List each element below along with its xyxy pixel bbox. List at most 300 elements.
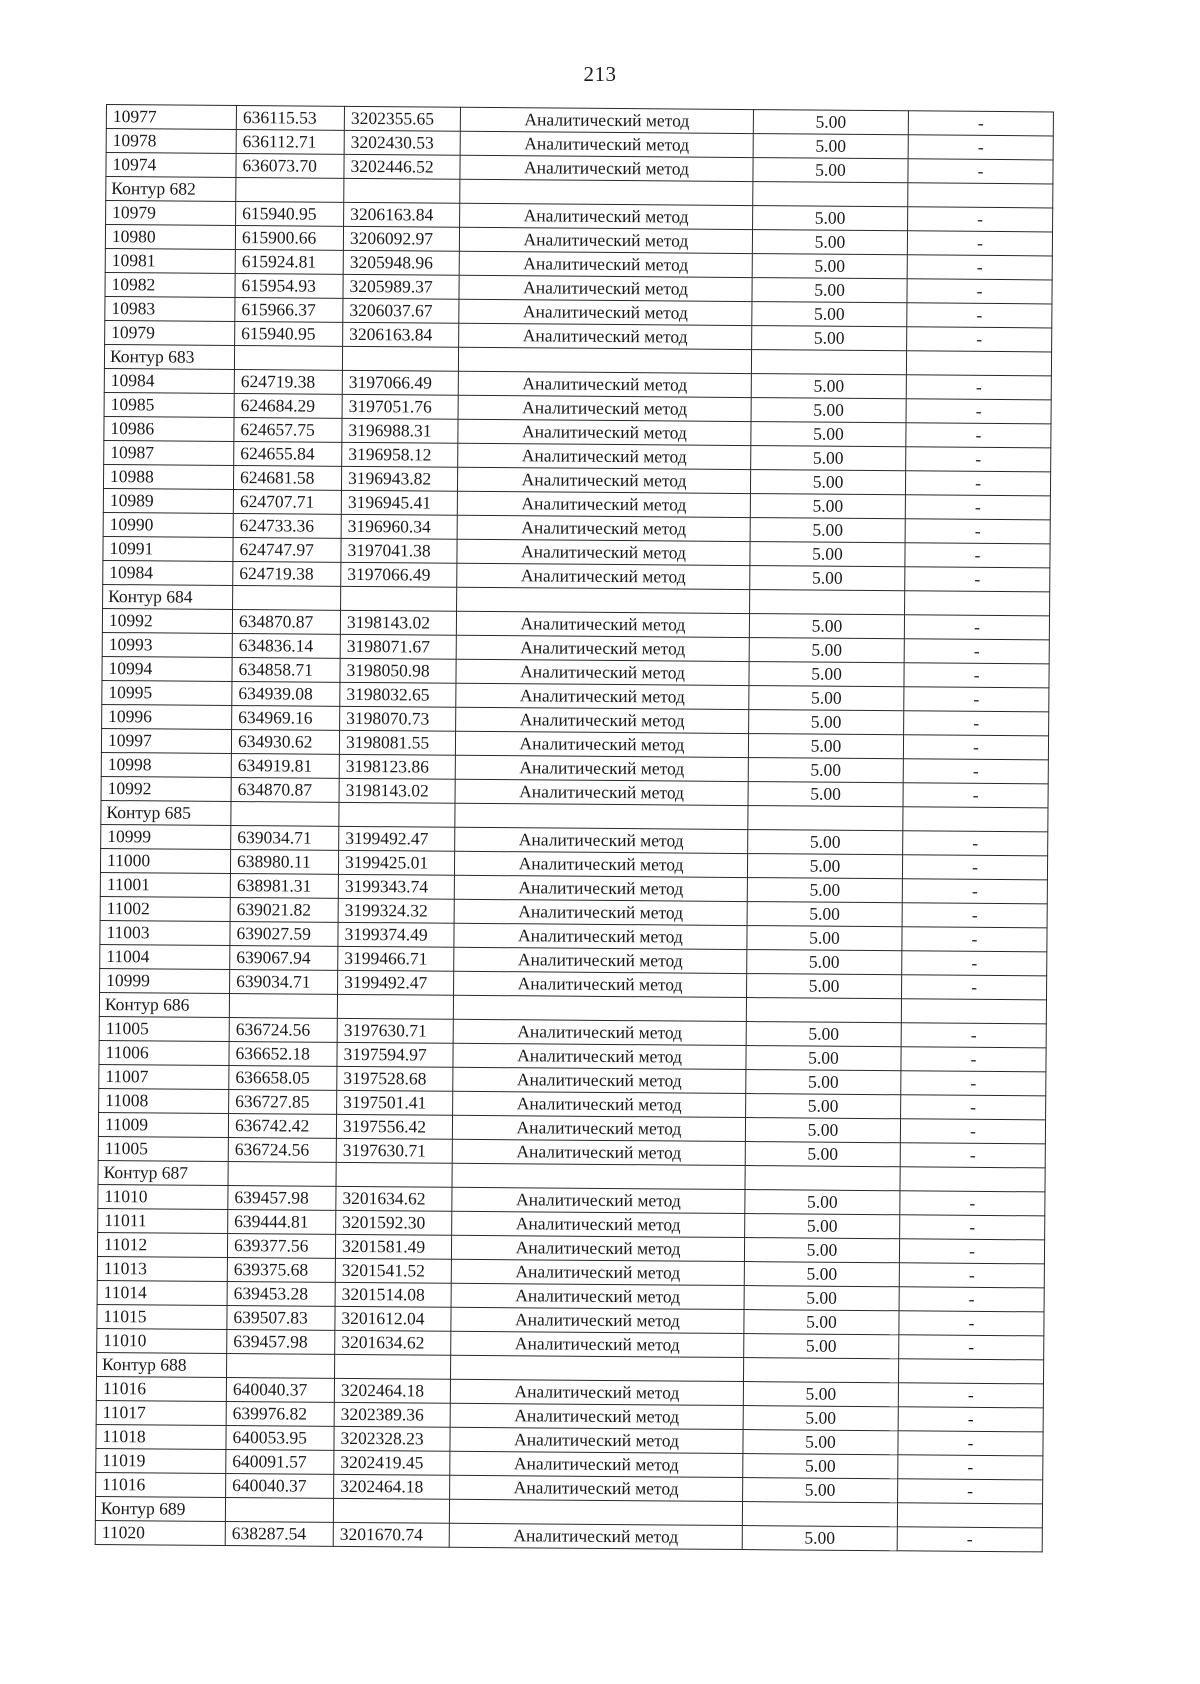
point-id-cell: 10992 xyxy=(102,608,232,633)
y-coordinate-cell: 3198071.67 xyxy=(340,634,456,659)
empty-cell xyxy=(897,1503,1042,1528)
empty-cell xyxy=(334,1354,450,1379)
y-coordinate-cell: 3201670.74 xyxy=(333,1522,449,1547)
point-id-cell: 11004 xyxy=(100,944,230,969)
note-cell: - xyxy=(902,903,1047,928)
x-coordinate-cell: 636073.70 xyxy=(236,154,344,179)
note-cell: - xyxy=(906,399,1051,424)
y-coordinate-cell: 3199425.01 xyxy=(338,850,454,875)
method-cell: Аналитический метод xyxy=(450,1451,743,1477)
y-coordinate-cell: 3205989.37 xyxy=(343,274,459,299)
x-coordinate-cell: 638980.11 xyxy=(230,850,338,875)
empty-cell xyxy=(342,346,458,371)
empty-cell xyxy=(743,1358,898,1383)
y-coordinate-cell: 3198143.02 xyxy=(340,610,456,635)
x-coordinate-cell: 636658.05 xyxy=(229,1065,337,1090)
y-coordinate-cell: 3196943.82 xyxy=(341,466,457,491)
method-cell: Аналитический метод xyxy=(452,1115,745,1141)
y-coordinate-cell: 3197528.68 xyxy=(337,1066,453,1091)
precision-cell: 5.00 xyxy=(744,1286,899,1311)
y-coordinate-cell: 3199492.47 xyxy=(338,970,454,995)
point-id-cell: 10990 xyxy=(103,512,233,537)
precision-cell: 5.00 xyxy=(751,422,906,447)
empty-cell xyxy=(903,807,1048,832)
note-cell: - xyxy=(900,1191,1045,1216)
precision-cell: 5.00 xyxy=(753,110,908,135)
x-coordinate-cell: 615966.37 xyxy=(235,298,343,323)
method-cell: Аналитический метод xyxy=(453,1019,746,1045)
note-cell: - xyxy=(898,1479,1043,1504)
empty-cell xyxy=(751,350,906,375)
precision-cell: 5.00 xyxy=(752,278,907,303)
point-id-cell: 10984 xyxy=(104,368,234,393)
point-id-cell: 11014 xyxy=(97,1280,227,1305)
precision-cell: 5.00 xyxy=(746,1022,901,1047)
point-id-cell: 10984 xyxy=(103,560,233,585)
precision-cell: 5.00 xyxy=(748,734,903,759)
precision-cell: 5.00 xyxy=(744,1310,899,1335)
method-cell: Аналитический метод xyxy=(456,659,749,685)
y-coordinate-cell: 3201592.30 xyxy=(336,1210,452,1235)
x-coordinate-cell: 615924.81 xyxy=(235,250,343,275)
note-cell: - xyxy=(898,1455,1043,1480)
note-cell: - xyxy=(900,1143,1045,1168)
x-coordinate-cell: 640091.57 xyxy=(226,1449,334,1474)
y-coordinate-cell: 3199343.74 xyxy=(338,874,454,899)
note-cell: - xyxy=(899,1263,1044,1288)
x-coordinate-cell: 636742.42 xyxy=(228,1113,336,1138)
point-id-cell: 11017 xyxy=(96,1400,226,1425)
empty-cell xyxy=(898,1359,1043,1384)
precision-cell: 5.00 xyxy=(749,686,904,711)
precision-cell: 5.00 xyxy=(752,230,907,255)
precision-cell: 5.00 xyxy=(750,494,905,519)
method-cell: Аналитический метод xyxy=(449,1523,742,1549)
precision-cell: 5.00 xyxy=(750,470,905,495)
empty-cell xyxy=(231,802,339,827)
precision-cell: 5.00 xyxy=(748,782,903,807)
empty-cell xyxy=(337,994,453,1019)
note-cell: - xyxy=(907,303,1052,328)
method-cell: Аналитический метод xyxy=(454,899,747,925)
x-coordinate-cell: 624719.38 xyxy=(233,562,341,587)
precision-cell: 5.00 xyxy=(747,902,902,927)
precision-cell: 5.00 xyxy=(752,254,907,279)
point-id-cell: 11011 xyxy=(98,1208,228,1233)
note-cell: - xyxy=(906,423,1051,448)
x-coordinate-cell: 639457.98 xyxy=(227,1329,335,1354)
note-cell: - xyxy=(905,471,1050,496)
x-coordinate-cell: 639034.71 xyxy=(230,969,338,994)
x-coordinate-cell: 639453.28 xyxy=(227,1281,335,1306)
x-coordinate-cell: 639976.82 xyxy=(226,1401,334,1426)
point-id-cell: 11016 xyxy=(96,1376,226,1401)
method-cell: Аналитический метод xyxy=(456,611,749,637)
x-coordinate-cell: 615940.95 xyxy=(235,322,343,347)
x-coordinate-cell: 634919.81 xyxy=(231,754,339,779)
point-id-cell: 11000 xyxy=(100,848,230,873)
empty-cell xyxy=(336,1162,452,1187)
note-cell: - xyxy=(901,1023,1046,1048)
note-cell: - xyxy=(904,615,1049,640)
y-coordinate-cell: 3199324.32 xyxy=(338,898,454,923)
y-coordinate-cell: 3202355.65 xyxy=(344,106,460,131)
precision-cell: 5.00 xyxy=(753,134,908,159)
method-cell: Аналитический метод xyxy=(459,227,752,253)
y-coordinate-cell: 3201541.52 xyxy=(335,1258,451,1283)
x-coordinate-cell: 634939.08 xyxy=(232,682,340,707)
point-id-cell: 11003 xyxy=(100,920,230,945)
method-cell: Аналитический метод xyxy=(458,443,751,469)
note-cell: - xyxy=(904,639,1049,664)
y-coordinate-cell: 3198070.73 xyxy=(340,706,456,731)
y-coordinate-cell: 3198081.55 xyxy=(339,730,455,755)
precision-cell: 5.00 xyxy=(743,1478,898,1503)
y-coordinate-cell: 3202446.52 xyxy=(344,154,460,179)
x-coordinate-cell: 638981.31 xyxy=(230,874,338,899)
x-coordinate-cell: 639507.83 xyxy=(227,1305,335,1330)
empty-cell xyxy=(745,1166,900,1191)
precision-cell: 5.00 xyxy=(747,926,902,951)
point-id-cell: 11005 xyxy=(98,1136,228,1161)
method-cell: Аналитический метод xyxy=(456,707,749,733)
y-coordinate-cell: 3202389.36 xyxy=(334,1402,450,1427)
y-coordinate-cell: 3202328.23 xyxy=(334,1426,450,1451)
note-cell: - xyxy=(903,783,1048,808)
y-coordinate-cell: 3198050.98 xyxy=(340,658,456,683)
x-coordinate-cell: 634969.16 xyxy=(232,706,340,731)
precision-cell: 5.00 xyxy=(748,830,903,855)
y-coordinate-cell: 3196945.41 xyxy=(341,490,457,515)
point-id-cell: 10996 xyxy=(102,704,232,729)
empty-cell xyxy=(450,1355,743,1381)
point-id-cell: 11012 xyxy=(97,1232,227,1257)
point-id-cell: 10988 xyxy=(103,464,233,489)
note-cell: - xyxy=(906,375,1051,400)
method-cell: Аналитический метод xyxy=(453,1091,746,1117)
note-cell: - xyxy=(908,111,1053,136)
y-coordinate-cell: 3197630.71 xyxy=(337,1018,453,1043)
method-cell: Аналитический метод xyxy=(460,155,753,181)
precision-cell: 5.00 xyxy=(745,1190,900,1215)
precision-cell: 5.00 xyxy=(749,638,904,663)
precision-cell: 5.00 xyxy=(744,1334,899,1359)
x-coordinate-cell: 638287.54 xyxy=(225,1521,333,1546)
empty-cell xyxy=(753,182,908,207)
point-id-cell: 10986 xyxy=(104,416,234,441)
precision-cell: 5.00 xyxy=(753,158,908,183)
point-id-cell: 10997 xyxy=(101,728,231,753)
x-coordinate-cell: 640053.95 xyxy=(226,1425,334,1450)
point-id-cell: 11001 xyxy=(100,872,230,897)
precision-cell: 5.00 xyxy=(750,542,905,567)
precision-cell: 5.00 xyxy=(752,302,907,327)
note-cell: - xyxy=(905,495,1050,520)
y-coordinate-cell: 3197630.71 xyxy=(336,1138,452,1163)
x-coordinate-cell: 624707.71 xyxy=(233,490,341,515)
x-coordinate-cell: 640040.37 xyxy=(226,1377,334,1402)
x-coordinate-cell: 639021.82 xyxy=(230,898,338,923)
y-coordinate-cell: 3196988.31 xyxy=(342,418,458,443)
y-coordinate-cell: 3197066.49 xyxy=(342,370,458,395)
y-coordinate-cell: 3205948.96 xyxy=(343,250,459,275)
x-coordinate-cell: 624719.38 xyxy=(234,370,342,395)
point-id-cell: 10980 xyxy=(105,225,235,250)
precision-cell: 5.00 xyxy=(749,710,904,735)
point-id-cell: 11016 xyxy=(96,1472,226,1497)
x-coordinate-cell: 624655.84 xyxy=(234,442,342,467)
empty-cell xyxy=(341,586,457,611)
method-cell: Аналитический метод xyxy=(457,515,750,541)
note-cell: - xyxy=(905,567,1050,592)
x-coordinate-cell: 624747.97 xyxy=(233,538,341,563)
x-coordinate-cell: 624733.36 xyxy=(233,514,341,539)
precision-cell: 5.00 xyxy=(743,1430,898,1455)
x-coordinate-cell: 639444.81 xyxy=(228,1209,336,1234)
x-coordinate-cell: 615900.66 xyxy=(235,226,343,251)
method-cell: Аналитический метод xyxy=(453,1043,746,1069)
y-coordinate-cell: 3196958.12 xyxy=(342,442,458,467)
point-id-cell: 10999 xyxy=(100,968,230,993)
method-cell: Аналитический метод xyxy=(454,851,747,877)
method-cell: Аналитический метод xyxy=(460,203,753,229)
point-id-cell: 11015 xyxy=(97,1304,227,1329)
method-cell: Аналитический метод xyxy=(454,875,747,901)
x-coordinate-cell: 639457.98 xyxy=(228,1185,336,1210)
contour-label: Контур 683 xyxy=(104,344,234,369)
y-coordinate-cell: 3197594.97 xyxy=(337,1042,453,1067)
y-coordinate-cell: 3202430.53 xyxy=(344,130,460,155)
note-cell: - xyxy=(905,519,1050,544)
note-cell: - xyxy=(904,687,1049,712)
y-coordinate-cell: 3201612.04 xyxy=(335,1306,451,1331)
empty-cell xyxy=(333,1498,449,1523)
method-cell: Аналитический метод xyxy=(450,1403,743,1429)
point-id-cell: 10992 xyxy=(101,776,231,801)
note-cell: - xyxy=(908,159,1053,184)
precision-cell: 5.00 xyxy=(747,974,902,999)
y-coordinate-cell: 3201514.08 xyxy=(335,1282,451,1307)
point-id-cell: 10985 xyxy=(104,392,234,417)
note-cell: - xyxy=(899,1335,1044,1360)
note-cell: - xyxy=(898,1407,1043,1432)
empty-cell xyxy=(449,1499,742,1525)
y-coordinate-cell: 3201634.62 xyxy=(336,1186,452,1211)
method-cell: Аналитический метод xyxy=(454,971,747,997)
point-id-cell: 11008 xyxy=(99,1088,229,1113)
method-cell: Аналитический метод xyxy=(458,419,751,445)
point-id-cell: 10981 xyxy=(105,248,235,273)
note-cell: - xyxy=(901,1071,1046,1096)
point-id-cell: 10979 xyxy=(106,201,236,226)
method-cell: Аналитический метод xyxy=(453,1067,746,1093)
x-coordinate-cell: 634870.87 xyxy=(231,778,339,803)
point-id-cell: 10999 xyxy=(101,824,231,849)
empty-cell xyxy=(748,806,903,831)
empty-cell xyxy=(750,590,905,615)
method-cell: Аналитический метод xyxy=(455,731,748,757)
precision-cell: 5.00 xyxy=(745,1214,900,1239)
method-cell: Аналитический метод xyxy=(450,1379,743,1405)
y-coordinate-cell: 3197041.38 xyxy=(341,538,457,563)
method-cell: Аналитический метод xyxy=(457,539,750,565)
empty-cell xyxy=(228,1161,336,1186)
point-id-cell: 10989 xyxy=(103,488,233,513)
note-cell: - xyxy=(907,255,1052,280)
y-coordinate-cell: 3199374.49 xyxy=(338,922,454,947)
precision-cell: 5.00 xyxy=(750,566,905,591)
point-id-cell: 11010 xyxy=(97,1328,227,1353)
precision-cell: 5.00 xyxy=(744,1238,899,1263)
point-id-cell: 10979 xyxy=(105,320,235,345)
precision-cell: 5.00 xyxy=(746,1070,901,1095)
method-cell: Аналитический метод xyxy=(450,1475,743,1501)
precision-cell: 5.00 xyxy=(746,1094,901,1119)
precision-cell: 5.00 xyxy=(746,1046,901,1071)
note-cell: - xyxy=(901,1095,1046,1120)
empty-cell xyxy=(746,998,901,1023)
y-coordinate-cell: 3206092.97 xyxy=(343,226,459,251)
point-id-cell: 10994 xyxy=(102,656,232,681)
point-id-cell: 11002 xyxy=(100,896,230,921)
method-cell: Аналитический метод xyxy=(460,107,753,133)
precision-cell: 5.00 xyxy=(753,206,908,231)
x-coordinate-cell: 615940.95 xyxy=(236,202,344,227)
note-cell: - xyxy=(904,711,1049,736)
note-cell: - xyxy=(907,327,1052,352)
x-coordinate-cell: 634930.62 xyxy=(231,730,339,755)
empty-cell xyxy=(905,591,1050,616)
note-cell: - xyxy=(903,831,1048,856)
x-coordinate-cell: 634836.14 xyxy=(232,634,340,659)
note-cell: - xyxy=(907,279,1052,304)
precision-cell: 5.00 xyxy=(744,1262,899,1287)
point-id-cell: 11007 xyxy=(99,1064,229,1089)
note-cell: - xyxy=(903,759,1048,784)
method-cell: Аналитический метод xyxy=(459,323,752,349)
x-coordinate-cell: 636724.56 xyxy=(229,1017,337,1042)
note-cell: - xyxy=(905,543,1050,568)
contour-label: Контур 685 xyxy=(101,800,231,825)
method-cell: Аналитический метод xyxy=(455,827,748,853)
empty-cell xyxy=(234,346,342,371)
note-cell: - xyxy=(898,1431,1043,1456)
method-cell: Аналитический метод xyxy=(452,1187,745,1213)
coordinates-table-body xyxy=(95,105,1053,1552)
precision-cell: 5.00 xyxy=(749,614,904,639)
x-coordinate-cell: 640040.37 xyxy=(226,1473,334,1498)
empty-cell xyxy=(339,802,455,827)
empty-cell xyxy=(344,178,460,203)
contour-label: Контур 687 xyxy=(98,1160,228,1185)
method-cell: Аналитический метод xyxy=(458,371,751,397)
method-cell: Аналитический метод xyxy=(454,923,747,949)
point-id-cell: 10995 xyxy=(102,680,232,705)
point-id-cell: 10983 xyxy=(105,296,235,321)
method-cell: Аналитический метод xyxy=(451,1307,744,1333)
note-cell: - xyxy=(906,447,1051,472)
method-cell: Аналитический метод xyxy=(452,1211,745,1237)
note-cell: - xyxy=(903,735,1048,760)
method-cell: Аналитический метод xyxy=(459,251,752,277)
method-cell: Аналитический метод xyxy=(452,1139,745,1165)
x-coordinate-cell: 634858.71 xyxy=(232,658,340,683)
x-coordinate-cell: 636115.53 xyxy=(236,106,344,131)
x-coordinate-cell: 639067.94 xyxy=(230,945,338,970)
precision-cell: 5.00 xyxy=(751,446,906,471)
empty-cell xyxy=(908,183,1053,208)
precision-cell: 5.00 xyxy=(742,1526,897,1551)
method-cell: Аналитический метод xyxy=(457,491,750,517)
point-id-cell: 11013 xyxy=(97,1256,227,1281)
empty-cell xyxy=(460,179,753,205)
method-cell: Аналитический метод xyxy=(457,467,750,493)
method-cell: Аналитический метод xyxy=(458,395,751,421)
point-id-cell: 10998 xyxy=(101,752,231,777)
note-cell: - xyxy=(900,1215,1045,1240)
x-coordinate-cell: 639034.71 xyxy=(231,826,339,851)
empty-cell xyxy=(452,1163,745,1189)
note-cell: - xyxy=(900,1119,1045,1144)
note-cell: - xyxy=(908,207,1053,232)
point-id-cell: 11018 xyxy=(96,1424,226,1449)
y-coordinate-cell: 3198123.86 xyxy=(339,754,455,779)
point-id-cell: 10987 xyxy=(104,440,234,465)
note-cell: - xyxy=(902,927,1047,952)
method-cell: Аналитический метод xyxy=(459,275,752,301)
y-coordinate-cell: 3202464.18 xyxy=(334,1378,450,1403)
point-id-cell: 10982 xyxy=(105,272,235,297)
point-id-cell: 11019 xyxy=(96,1448,226,1473)
empty-cell xyxy=(455,803,748,829)
precision-cell: 5.00 xyxy=(747,950,902,975)
x-coordinate-cell: 615954.93 xyxy=(235,274,343,299)
note-cell: - xyxy=(899,1311,1044,1336)
method-cell: Аналитический метод xyxy=(451,1331,744,1357)
empty-cell xyxy=(901,999,1046,1024)
precision-cell: 5.00 xyxy=(745,1118,900,1143)
method-cell: Аналитический метод xyxy=(456,683,749,709)
y-coordinate-cell: 3206037.67 xyxy=(343,298,459,323)
note-cell: - xyxy=(902,879,1047,904)
y-coordinate-cell: 3199466.71 xyxy=(338,946,454,971)
method-cell: Аналитический метод xyxy=(451,1235,744,1261)
method-cell: Аналитический метод xyxy=(459,299,752,325)
precision-cell: 5.00 xyxy=(750,518,905,543)
x-coordinate-cell: 634870.87 xyxy=(232,610,340,635)
y-coordinate-cell: 3197501.41 xyxy=(337,1090,453,1115)
method-cell: Аналитический метод xyxy=(460,131,753,157)
note-cell: - xyxy=(899,1287,1044,1312)
contour-label: Контур 686 xyxy=(99,992,229,1017)
coordinates-table xyxy=(95,104,1054,1552)
note-cell: - xyxy=(897,1527,1042,1552)
precision-cell: 5.00 xyxy=(751,398,906,423)
y-coordinate-cell: 3206163.84 xyxy=(343,322,459,347)
precision-cell: 5.00 xyxy=(743,1454,898,1479)
method-cell: Аналитический метод xyxy=(457,563,750,589)
note-cell: - xyxy=(902,951,1047,976)
x-coordinate-cell: 639027.59 xyxy=(230,921,338,946)
precision-cell: 5.00 xyxy=(751,374,906,399)
empty-cell xyxy=(458,347,751,373)
contour-label: Контур 689 xyxy=(95,1496,225,1521)
empty-cell xyxy=(457,587,750,613)
contour-label: Контур 682 xyxy=(106,177,236,202)
y-coordinate-cell: 3201634.62 xyxy=(335,1330,451,1355)
x-coordinate-cell: 636652.18 xyxy=(229,1041,337,1066)
y-coordinate-cell: 3199492.47 xyxy=(339,826,455,851)
